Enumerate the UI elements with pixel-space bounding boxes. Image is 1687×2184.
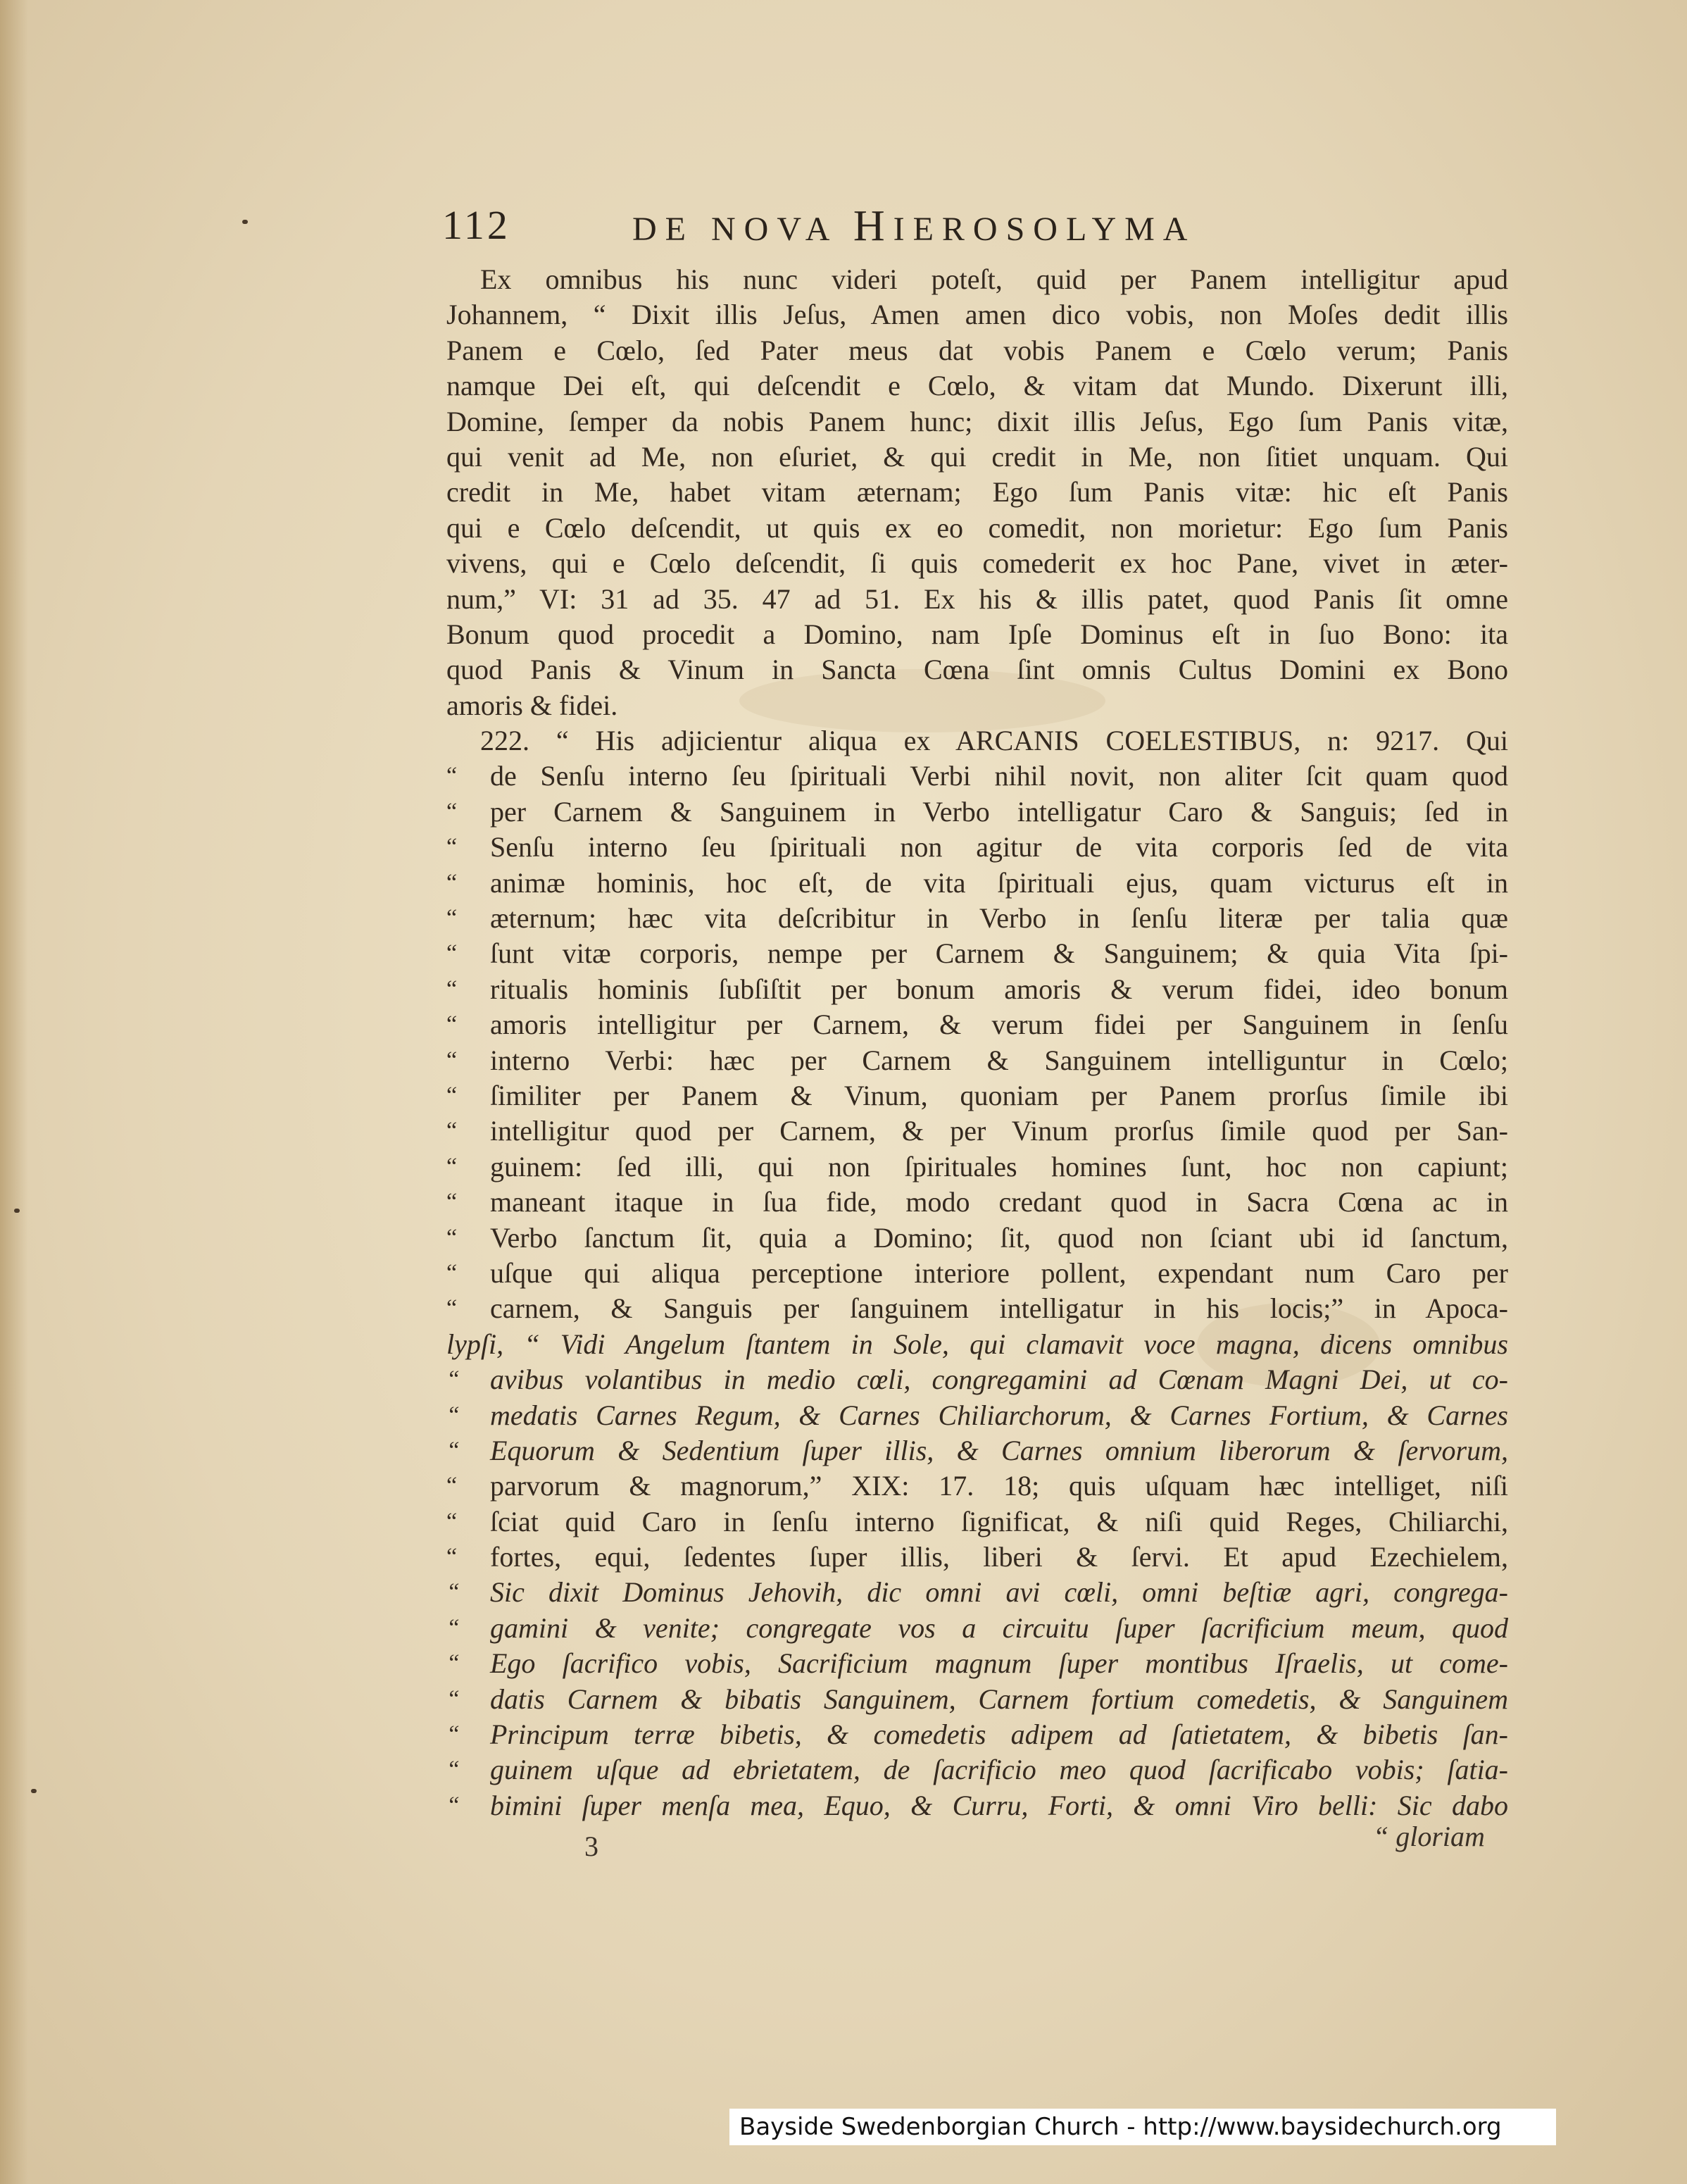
quoted-line: “ fortes, equi, ſedentes ſuper illis, liberi & ſervi. Et apud Ezechielem, [446, 1540, 1508, 1575]
text-line: num,” VI: 31 ad 35. 47 ad 51. Ex his & illis patet, quod Panis ſit omne [446, 582, 1508, 615]
text-line: credit in Me, habet vitam æternam; Ego ſum Panis vitæ: hic eſt Panis [446, 476, 1508, 508]
text-line: Johannem, “ Dixit illis Jeſus, Amen amen dico vobis, non Moſes dedit illis [446, 299, 1508, 331]
quoted-line: “ ſciat quid Caro in ſenſu interno ſignificat, & niſi quid Reges, Chiliarchi, [446, 1504, 1508, 1540]
running-title-post: IEROSOLYMA [893, 211, 1196, 248]
quoted-line: “ Equorum & Sedentium ſuper illis, & Carnes omnium liberorum & ſervorum, [446, 1433, 1508, 1468]
quoted-line: “ guinem uſque ad ebrietatem, de ſacrificio meo quod ſacrificabo vobis; ſatia- [446, 1752, 1508, 1787]
page-number: 112 [442, 202, 510, 248]
text-line: qui venit ad Me, non eſuriet, & qui credit in Me, non ſitiet unquam. Qui [446, 440, 1508, 473]
quoted-line: “ bimini ſuper menſa mea, Equo, & Curru, Forti, & omni Viro belli: Sic dabo [446, 1788, 1508, 1823]
body-text [446, 262, 1508, 1823]
text-line: quod Panis & Vinum in Sancta Cœna ſint omnis Cultus Domini ex Bono [446, 654, 1508, 686]
text-line: Ex omnibus his nunc videri poteſt, quid per Panem intelligitur apud [480, 263, 1508, 295]
quoted-line: “ Verbo ſanctum ſit, quia a Domino; ſit, quod non ſciant ubi id ſanctum, [446, 1221, 1508, 1256]
quoted-line: “ per Carnem & Sanguinem in Verbo intelligatur Caro & Sanguis; ſed in [446, 794, 1508, 830]
quoted-line: “ ritualis hominis ſubſiſtit per bonum amoris & verum fidei, ideo bonum [446, 972, 1508, 1007]
page-header [442, 196, 1322, 252]
text-line: amoris & fidei. [446, 689, 618, 721]
quoted-line: “ amoris intelligitur per Carnem, & verum fidei per Sanguinem in ſenſu [446, 1007, 1508, 1042]
quoted-line: “ avibus volantibus in medio cœli, congregamini ad Cœnam Magni Dei, ut co- [446, 1362, 1508, 1397]
paragraph-222 [446, 723, 1508, 1823]
text-line: qui e Cœlo deſcendit, ut quis ex eo comedit, non morietur: Ego ſum Panis [446, 511, 1508, 544]
text-line: Bonum quod procedit a Domino, nam Ipſe Dominus eſt in ſuo Bono: ita [446, 618, 1508, 650]
quoted-line: “ Sic dixit Dominus Jehovih, dic omni avi cœli, omni beſtiæ agri, congrega- [446, 1575, 1508, 1610]
ink-speck [14, 1209, 20, 1213]
text-line: namque Dei eſt, qui deſcendit e Cœlo, & vitam dat Mundo. Dixerunt illi, [446, 370, 1508, 402]
watermark-banner: Bayside Swedenborgian Church - http://www.baysidechurch.org [729, 2109, 1556, 2145]
quoted-line: “ Senſu interno ſeu ſpirituali non agitur de vita corporis ſed de vita [446, 830, 1508, 865]
quoted-line: “ parvorum & magnorum,” XIX: 17. 18; quis uſquam hæc intelliget, niſi [446, 1468, 1508, 1504]
page-gutter-shadow [0, 0, 28, 2184]
quoted-line: “ æternum; hæc vita deſcribitur in Verbo in ſenſu literæ per talia quæ [446, 901, 1508, 936]
quoted-line: “ maneant itaque in ſua fide, modo credant quod in Sacra Cœna ac in [446, 1185, 1508, 1220]
ink-speck [31, 1789, 37, 1793]
quoted-line: “ animæ hominis, hoc eſt, de vita ſpirituali ejus, quam victurus eſt in [446, 866, 1508, 901]
quoted-line: “ de Senſu interno ſeu ſpirituali Verbi nihil novit, non aliter ſcit quam quod [446, 759, 1508, 794]
text-line: 222. “ His adjicientur aliqua ex ARCANIS COELESTIBUS, n: 9217. Qui [480, 725, 1508, 757]
text-line: lypſi, “ Vidi Angelum ſtantem in Sole, qui clamavit voce magna, dicens omnibus [446, 1328, 1508, 1360]
paragraph-221 [446, 262, 1508, 723]
quoted-line: “ medatis Carnes Regum, & Carnes Chiliarchorum, & Carnes Fortium, & Carnes [446, 1398, 1508, 1433]
quoted-line: “ intelligitur quod per Carnem, & per Vinum prorſus ſimile quod per San- [446, 1113, 1508, 1149]
quoted-line: “ uſque qui aliqua perceptione interiore pollent, expendant num Caro per [446, 1256, 1508, 1291]
signature-mark: 3 [584, 1830, 598, 1862]
ink-speck [242, 220, 248, 224]
quoted-line: “ interno Verbi: hæc per Carnem & Sanguinem intelliguntur in Cœlo; [446, 1043, 1508, 1078]
quoted-line: “ guinem: ſed illi, qui non ſpirituales homines ſunt, hoc non capiunt; [446, 1149, 1508, 1185]
text-line: Domine, ſemper da nobis Panem hunc; dixit illis Jeſus, Ego ſum Panis vitæ, [446, 405, 1508, 437]
quoted-line: “ gamini & venite; congregate vos a circuitu ſuper ſacrificium meum, quod [446, 1611, 1508, 1646]
running-title-initial: H [853, 202, 893, 250]
quoted-line: “ Principum terræ bibetis, & comedetis adipem ad ſatietatem, & bibetis ſan- [446, 1717, 1508, 1752]
running-title [632, 201, 1196, 251]
quoted-line: “ datis Carnem & bibatis Sanguinem, Carnem fortium comedetis, & Sanguinem [446, 1682, 1508, 1717]
quoted-line: “ ſunt vitæ corporis, nempe per Carnem & Sanguinem; & quia Vita ſpi- [446, 936, 1508, 971]
quoted-line: “ Ego ſacrifico vobis, Sacrificium magnum ſuper montibus Iſraelis, ut come- [446, 1646, 1508, 1681]
catchword: “ gloriam [1373, 1821, 1485, 1852]
text-line: Panem e Cœlo, ſed Pater meus dat vobis Panem e Cœlo verum; Panis [446, 334, 1508, 366]
quoted-line: “ ſimiliter per Panem & Vinum, quoniam per Panem prorſus ſimile ibi [446, 1078, 1508, 1113]
running-title-pre: DE NOVA [632, 211, 853, 248]
quoted-line: “ carnem, & Sanguis per ſanguinem intelligatur in his locis;” in Apoca- [446, 1291, 1508, 1326]
text-line: vivens, qui e Cœlo deſcendit, ſi quis comederit ex hoc Pane, vivet in æter- [446, 547, 1508, 580]
